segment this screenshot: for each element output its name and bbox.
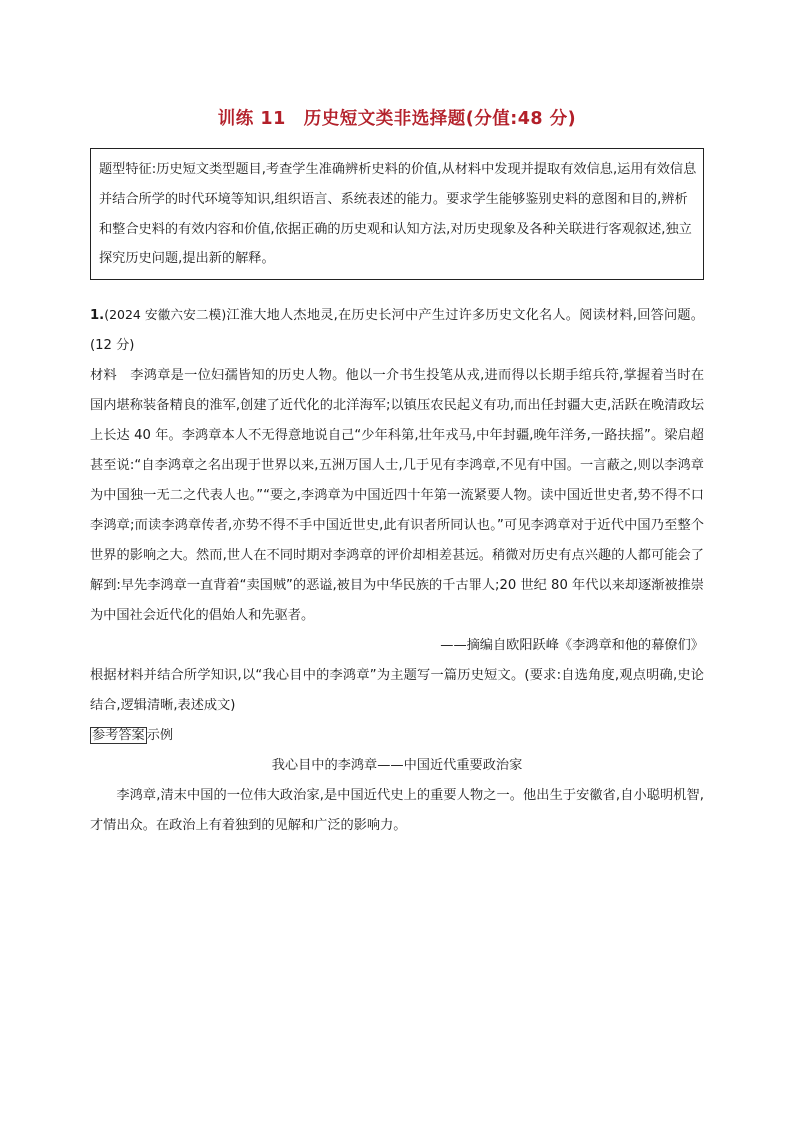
question-source: (2024 安徽六安二模) [104, 307, 227, 322]
reference-answer-tag: 参考答案 [92, 728, 145, 743]
question-task: 根据材料并结合所学知识,以“我心目中的李鸿章”为主题写一篇历史短文。(要求:自选角度,观点明确,史论结合,逻辑清晰,表述成文) [90, 668, 704, 713]
essay-title: 我心目中的李鸿章——中国近代重要政治家 [271, 758, 523, 773]
feature-text: 题型特征:历史短文类型题目,考查学生准确辨析史料的价值,从材料中发现并提取有效信息,运用有效信息并结合所学的时代环境等知识,组织语言、系统表述的能力。要求学生能够鉴别史料的意图和目的,辨析和整合史料的有效内容和价值,依据正确的历史观和认知方法,对历史现象及各种关联进行客观叙述,独立探究历史问题,提出新的解释。 [99, 162, 697, 267]
question-type-feature-box [90, 148, 704, 280]
question-1 [90, 300, 704, 841]
material-label: 材料 [90, 368, 117, 383]
answer-header [90, 721, 704, 751]
essay-paragraph: 李鸿章,清末中国的一位伟大政治家,是中国近代史上的重要人物之一。他出生于安徽省,自小聪明机智,才情出众。在政治上有着独到的见解和广泛的影响力。 [90, 788, 704, 833]
question-stem [90, 300, 704, 361]
question-number: 1. [90, 308, 105, 323]
material-paragraph [90, 361, 704, 631]
answer-label: 示例 [146, 728, 174, 743]
material-text: 李鸿章是一位妇孺皆知的历史人物。他以一介书生投笔从戎,进而得以长期手绾兵符,掌握着当时在国内堪称装备精良的淮军,创建了近代化的北洋海军;以镇压农民起义有功,而出任封疆大吏,活跃在晚清政坛上长达 40 年。李鸿章本人不无得意地说自己“少年科第,壮年戎马,中年封疆,晚年洋务,一路扶摇”。梁启超甚至说:“自李鸿章之名出现于世界以来,五洲万国人士,几于见有李鸿章,不见有中国。一言蔽之,则以李鸿章为中国独一无二之代表人也。”“要之,李鸿章为中国近四十年第一流紧要人物。读中国近世史者,势不得不口李鸿章;而读李鸿章传者,亦势不得不手中国近世史,此有识者所同认也。”可见李鸿章对于近代中国乃至整个世界的影响之大。然而,世人在不同时期对李鸿章的评价却相差甚远。稍微对历史有点兴趣的人都可能会了解到:早先李鸿章一直背着“卖国贼”的恶谥,被目为中华民族的千古罪人;20 世纪 80 年代以来却逐渐被推崇为中国社会近代化的倡始人和先驱者。 [90, 368, 705, 623]
question-stem-text: 江淮大地人杰地灵,在历史长河中产生过许多历史文化名人。阅读材料,回答问题。(12 分) [90, 308, 704, 353]
material-source: ——摘编自欧阳跃峰《李鸿章和他的幕僚们》 [440, 638, 704, 653]
page-title: 训练 11 历史短文类非选择题(分值:48 分) [217, 109, 577, 129]
